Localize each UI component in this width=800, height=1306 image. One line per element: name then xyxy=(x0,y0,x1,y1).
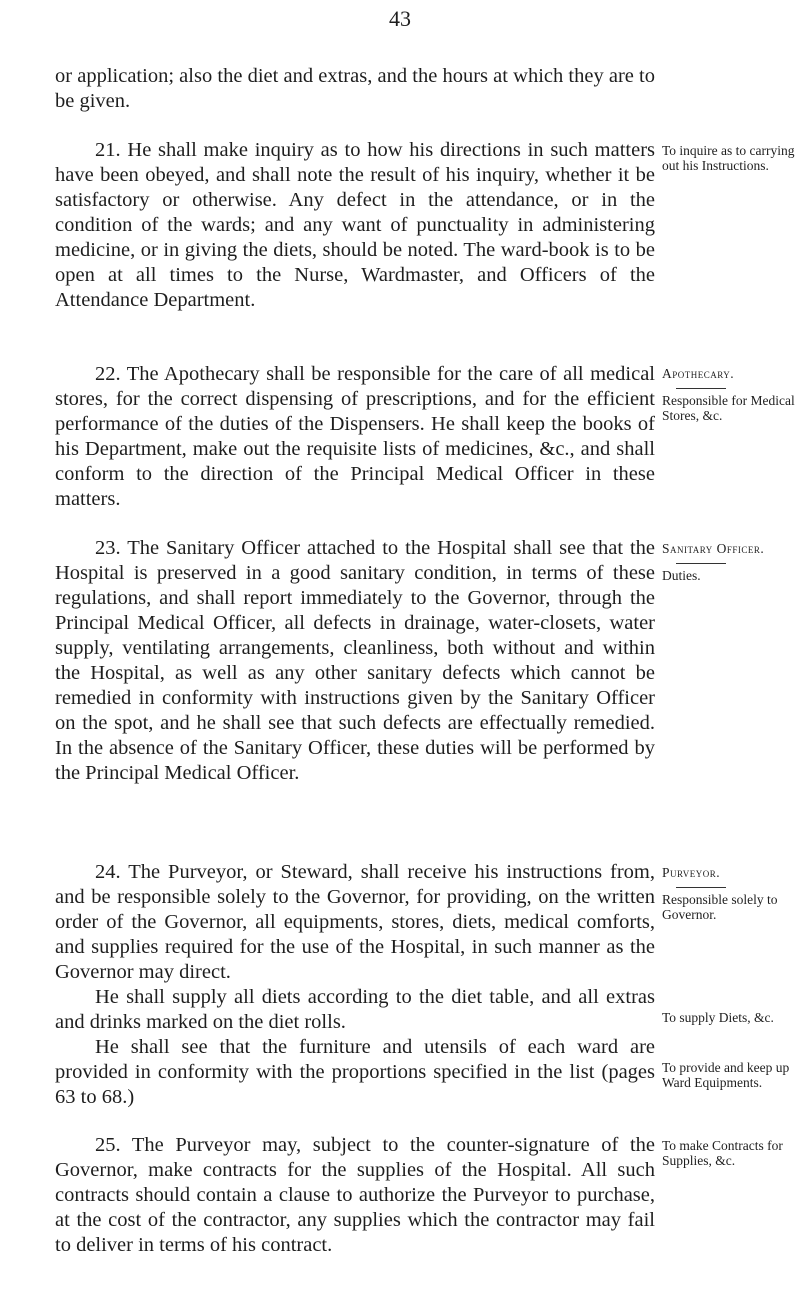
paragraph-22 xyxy=(55,362,655,512)
margin-note-text: Duties. xyxy=(662,568,701,583)
margin-note-22 xyxy=(662,366,798,423)
paragraph-24 xyxy=(55,860,655,1110)
margin-note-24-equipments: To provide and keep up Ward Equipments. xyxy=(662,1060,790,1090)
paragraph-text: The Apothecary shall be responsible for the care of all medical stores, for the correct dispensing of prescriptions, and for the efficient performance of the duties of the Dispensers. He shall keep the books of his Department, make out the requisite lists of medicines, &c., and shall conform to the direction of the Principal Medical Officer in these matters. xyxy=(55,363,655,510)
paragraph-text: He shall supply all diets according to the diet table, and all extras and drinks marked on the diet rolls. xyxy=(55,986,655,1033)
paragraph-number: 23. xyxy=(95,537,121,559)
paragraph-25 xyxy=(55,1133,655,1258)
heading-rule xyxy=(676,887,726,888)
margin-note-25: To make Contracts for Supplies, &c. xyxy=(662,1138,783,1168)
intro-paragraph xyxy=(55,64,655,114)
paragraph-text: He shall see that the furniture and utensils of each ward are provided in conformity with the proportions specified in the list (pages 63 to 68.) xyxy=(55,1036,655,1108)
margin-heading-purveyor: Purveyor. xyxy=(662,865,721,880)
margin-note-text: Responsible solely to Governor. xyxy=(662,892,778,922)
paragraph-23 xyxy=(55,536,655,786)
heading-rule xyxy=(676,563,726,564)
paragraph-text: The Sanitary Officer attached to the Hospital shall see that the Hospital is preserved in a good sanitary condition, in terms of these regulations, and shall report immediately to the Governor, through the Principal Medical Officer, all defects in drainage, water-closets, water supply, ventilating arrangements, cleanliness, both without and within the Hospital, as well as any other sanitary defects which cannot be remedied in conformity with instructions given by the Sanitary Officer on the spot, and he shall see that such defects are effectually remedied. In the absence of the Sanitary Officer, these duties will be performed by the Principal Medical Officer. xyxy=(55,537,655,784)
paragraph-number: 25. xyxy=(95,1134,121,1156)
paragraph-text: He shall make inquiry as to how his directions in such matters have been obeyed, and shall note the result of his inquiry, whether it be satisfactory or otherwise. Any defect in the attendance, or in the condition of the wards; and any want of punctuality in administering medicine, or in giving the diets, should be noted. The ward-book is to be open at all times to the Nurse, Wardmaster, and Officers of the Attendance Department. xyxy=(55,139,655,311)
intro-text: or application; also the diet and extras, and the hours at which they are to be given. xyxy=(55,65,655,112)
margin-heading-apothecary: Apothecary. xyxy=(662,366,735,381)
paragraph-number: 24. xyxy=(95,861,121,883)
margin-note-24 xyxy=(662,865,798,922)
margin-note-21: To inquire as to carrying out his Instructions. xyxy=(662,143,795,173)
page-number: 43 xyxy=(389,6,411,31)
margin-note-text: Responsible for Medical Stores, &c. xyxy=(662,393,795,423)
paragraph-21 xyxy=(55,138,655,313)
paragraph-text: The Purveyor may, subject to the counter-signature of the Governor, make contracts for the supplies of the Hospital. All such contracts should contain a clause to authorize the Purveyor to purchase, at the cost of the contractor, any supplies which the contractor may fail to deliver in terms of his contract. xyxy=(55,1134,655,1256)
paragraph-number: 21. xyxy=(95,139,121,161)
margin-heading-sanitary-officer: Sanitary Officer. xyxy=(662,541,765,556)
paragraph-number: 22. xyxy=(95,363,121,385)
heading-rule xyxy=(676,388,726,389)
margin-note-24-diets: To supply Diets, &c. xyxy=(662,1010,774,1025)
margin-note-23 xyxy=(662,541,798,583)
paragraph-text: The Purveyor, or Steward, shall receive his instructions from, and be responsible solely to the Governor, for providing, on the written order of the Governor, all equipments, stores, diets, medical comforts, and supplies required for the use of the Hospital, in such manner as the Governor may direct. xyxy=(55,861,655,983)
